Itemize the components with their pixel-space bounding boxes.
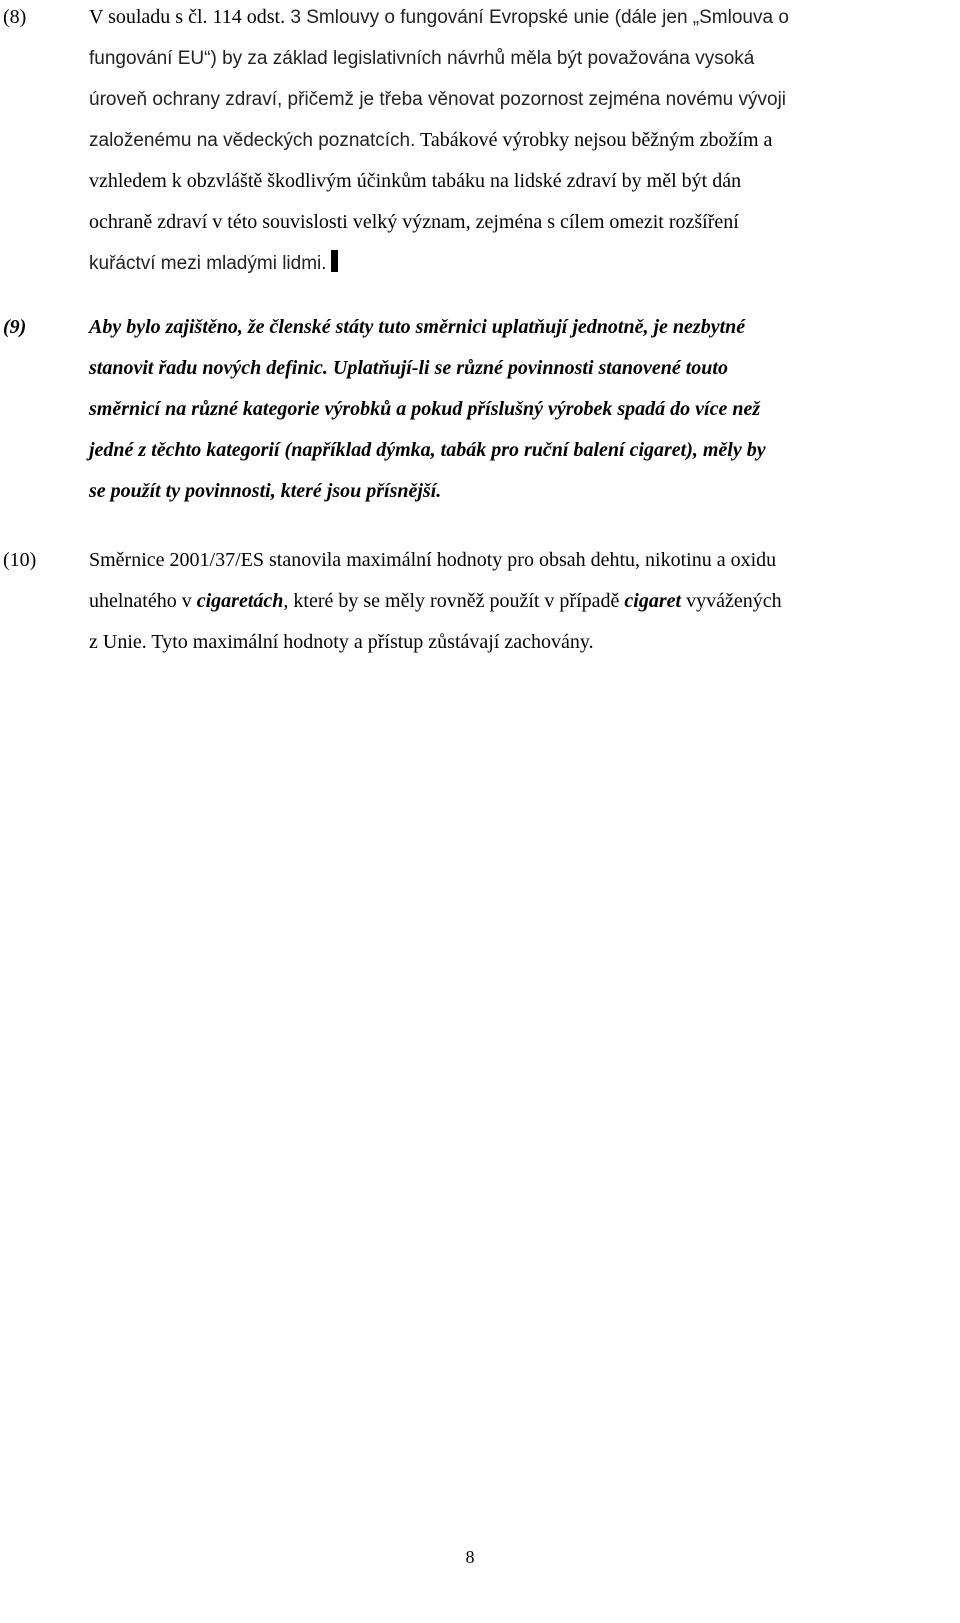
text-fragment: V souladu s čl. 114 odst. <box>89 6 286 28</box>
recital-number: (9) <box>3 316 27 338</box>
text-fragment: 3 Smlouvy o fungování Evropské unie (dále jen „Smlouva o <box>285 7 789 28</box>
text-line: úroveň ochrany zdraví, přičemž je třeba věnovat pozornost zejména novému vývoji <box>89 89 787 110</box>
text-line <box>89 243 929 284</box>
recital-number: (8) <box>3 6 27 28</box>
text-line <box>89 202 929 243</box>
text-line: směrnicí na různé kategorie výrobků a pokud příslušný výrobek spadá do více než <box>89 398 761 420</box>
text-line: stanovit řadu nových definic. Uplatňují-li se různé povinnosti stanovené touto <box>89 357 728 379</box>
text-fragment: Tabákové výrobky nejsou běžným zbožím a <box>415 129 773 151</box>
text-fragment: kuřáctví mezi mladými lidmi. <box>89 253 327 274</box>
emphasis-term: cigaret <box>624 590 682 612</box>
page-number: 8 <box>465 1547 475 1567</box>
text-line: jedné z těchto kategorií (například dýmka, tabák pro ruční balení cigaret), měly by <box>89 439 766 461</box>
text-fragment: ochraně zdraví v této souvislosti velký význam, zejména s cílem omezit rozšíření <box>89 211 739 233</box>
emphasis-term: cigaretách <box>196 590 284 612</box>
recital-number: (10) <box>3 549 37 571</box>
text-line: Směrnice 2001/37/ES stanovila maximální hodnoty pro obsah dehtu, nikotinu a oxidu <box>89 549 777 571</box>
recital-text <box>89 540 929 663</box>
text-line: Aby bylo zajištěno, že členské státy tuto směrnici uplatňují jednotně, je nezbytné <box>89 316 746 338</box>
text-line: z Unie. Tyto maximální hodnoty a přístup zůstávají zachovány. <box>89 631 594 653</box>
text-line: se použít ty povinnosti, které jsou přísnější. <box>89 480 442 502</box>
text-line: fungování EU“) by za základ legislativních návrhů měla být považována vysoká <box>89 48 755 69</box>
text-line <box>89 581 929 622</box>
recital-text <box>89 307 929 512</box>
text-line <box>89 0 929 38</box>
change-marker <box>331 250 338 272</box>
text-fragment: uhelnatého v <box>89 590 197 612</box>
text-line: vzhledem k obzvláště škodlivým účinkům tabáku na lidské zdraví by měl být dán <box>89 170 742 192</box>
recital-text <box>89 0 929 284</box>
text-line <box>89 120 929 161</box>
text-fragment: vyvážených <box>681 590 782 612</box>
text-fragment: , které by se měly rovněž použít v případě <box>283 590 625 612</box>
text-fragment: založenému na vědeckých poznatcích. <box>89 130 416 151</box>
